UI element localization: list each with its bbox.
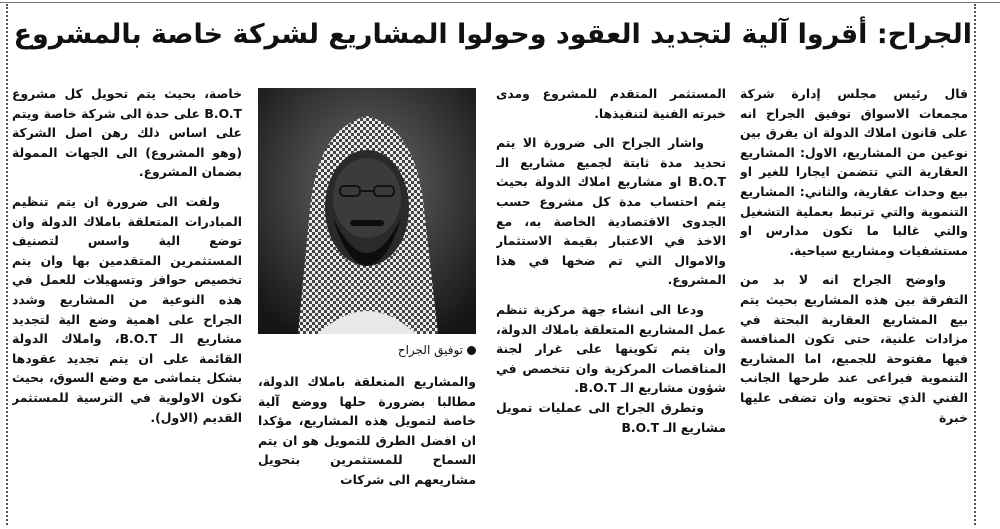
column-1-paragraph-2: واوضح الجراح انه لا بد من التفرقة بين هذه المشاريع بحيث يتم بيع المشاريع العقارية البحتة في مزادات علنية، حتى تكون المنافسة فيها مفتوحة للجميع، اما المشاريع التنموية فيراعى عند طرحها الجانب الفني الذي تحتويه وان تضفى عليها خبرة: [740, 272, 968, 425]
top-edge-rule: [0, 2, 1000, 3]
article-column-1: [740, 84, 968, 528]
column-2-paragraph-4: وتطرق الجراح الى عمليات تمويل مشاريع الـ B.O.T: [496, 399, 726, 435]
photo-caption-text: توفيق الجراح: [397, 343, 463, 357]
photo-caption: [300, 340, 476, 362]
article-column-4: [12, 84, 242, 528]
article-headline: الجراح: أقروا آلية لتجديد العقود وحولوا المشاريع لشركة خاصة بالمشروع: [13, 19, 972, 50]
column-4-paragraph-1: خاصة، بحيث يتم تحويل كل مشروع B.O.T على حدة الى شركة خاصة ويتم على اساس ذلك رهن اصل الشركة (وهو المشروع) الى الجهات الممولة بضمان المشروع.: [12, 86, 242, 180]
column-3-paragraph-1: والمشاريع المتعلقة باملاك الدولة، مطالبا بضرورة حلها ووضع آلية خاصة لتمويل هذه المشاريع، مؤكدا ان افضل الطرق للتمويل هو ان يتم السماح للمستثمرين بتحويل مشاريعهم الى شركات: [258, 374, 476, 487]
portrait-photo: [258, 88, 476, 334]
column-rule-left: [6, 4, 8, 525]
column-2-paragraph-1: المستثمر المتقدم للمشروع ومدى خبرته الفنية لتنفيذها.: [496, 86, 726, 121]
column-1-paragraph-1: قال رئيس مجلس إدارة شركة مجمعات الاسواق توفيق الجراح انه على قانون املاك الدولة ان يفرق بين نوعين من المشاريع، الاول: المشاريع العقارية التي تتضمن ايجارا للغير او بيع وحدات عقارية، والثاني: المشاريع التنموية والتي ترتبط بعملية التشغيل والتي غالبا ما تكون مدارس او مستشفيات ومشاريع سياحية.: [740, 86, 968, 258]
column-2-paragraph-3: ودعا الى انشاء جهة مركزية تنظم عمل المشاريع المتعلقة باملاك الدولة، وان يتم تكوينها على غرار لجنة المناقصات المركزية وان تتخصص في شؤون مشاريع الـ B.O.T.: [496, 301, 726, 396]
article-column-3: [258, 372, 476, 528]
article-column-2: [496, 84, 726, 528]
caption-bullet-icon: [467, 346, 476, 355]
column-4-paragraph-2: ولفت الى ضرورة ان يتم تنظيم المبادرات المتعلقة باملاك الدولة وان توضع الية واسس لتصنيف المستثمرين المتقدمين بها وان يتم تخصيص حوافز وتسهيلات للعمل في هذه النوعية من المشاريع وشدد الجراح على اهمية وضع الية لتجديد مشاريع الـ B.O.T، واملاك الدولة القائمة على ان يتم تجديد عقودها بشكل يتماشى مع وضع السوق، بحيث تكون الاولوية في الترسية للمستثمر القديم (الاول).: [12, 193, 242, 425]
column-rule-right: [974, 4, 976, 525]
column-2-paragraph-2: واشار الجراح الى ضرورة الا يتم تحديد مدة ثابتة لجميع مشاريع الـ B.O.T او مشاريع املاك الدولة بحيث يتم احتساب مدة كل مشروع حسب الجدوى الاقتصادية الخاصة به، مع الاخذ في الاعتبار بقيمة الاستثمار والاموال التي تم ضخها في هذا المشروع.: [496, 135, 726, 288]
